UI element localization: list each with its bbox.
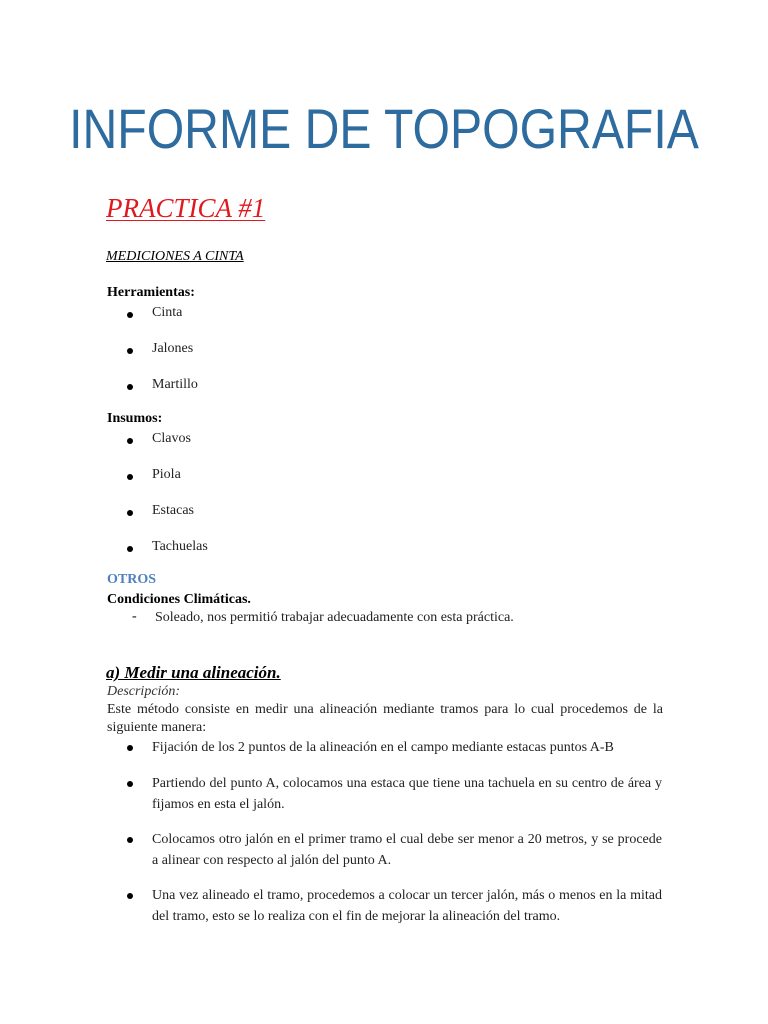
herramientas-label: Herramientas: <box>107 285 195 300</box>
bullet-icon <box>127 837 133 843</box>
document-title: INFORME DE TOPOGRAFIA <box>69 97 699 160</box>
otros-heading: OTROS <box>107 572 157 587</box>
bullet-icon <box>127 312 133 318</box>
document-page: INFORME DE TOPOGRAFIA PRACTICA #1 MEDICIONES A CINTA Herramientas: Cinta Jalones Martillo Insumos: Clavos Piola Estacas Tachuelas OTROS Condiciones Climáticas. - Soleado, nos permitió trabajar adecuadamente con esta práctica. a) Medir una alineación. Descripción: Este método consiste en medir una alineación mediante tramos para lo cual procedemos de la siguiente manera: Fijación de los 2 puntos de la alineación en el campo mediante estacas puntos A-B Partiendo del punto A, colocamos una estaca que tiene una tachuela en su centro de área y fijamos en esta el jalón. Colocamos otro jalón en el primer tramo el cual debe ser menor a 20 metros, y se procede a alinear con respecto al jalón del punto A. Una vez alineado el tramo, procedemos a colocar un tercer jalón, más o menos en la mitad del tramo, esto se lo realiza con el fin de mejorar la alineación del tramo. <box>0 0 768 1024</box>
bullet-icon <box>127 384 133 390</box>
practice-subtitle: MEDICIONES A CINTA <box>106 249 244 264</box>
bullet-icon <box>127 893 133 899</box>
bullet-icon <box>127 438 133 444</box>
bullet-icon <box>127 781 133 787</box>
bullet-icon <box>127 348 133 354</box>
bullet-icon <box>127 510 133 516</box>
bullet-icon <box>127 745 133 751</box>
dash-icon: - <box>132 609 137 624</box>
bullet-icon <box>127 474 133 480</box>
condiciones-label: Condiciones Climáticas. <box>107 592 251 607</box>
intro-paragraph: Este método consiste en medir una alineación mediante tramos para lo cual procedemos de la siguiente manera: <box>107 702 663 735</box>
descripcion-label: Descripción: <box>107 684 181 699</box>
practice-heading: PRACTICA #1 <box>106 193 266 223</box>
insumos-label: Insumos: <box>107 411 163 426</box>
section-a-heading: a) Medir una alineación. <box>106 663 281 682</box>
bullet-icon <box>127 546 133 552</box>
